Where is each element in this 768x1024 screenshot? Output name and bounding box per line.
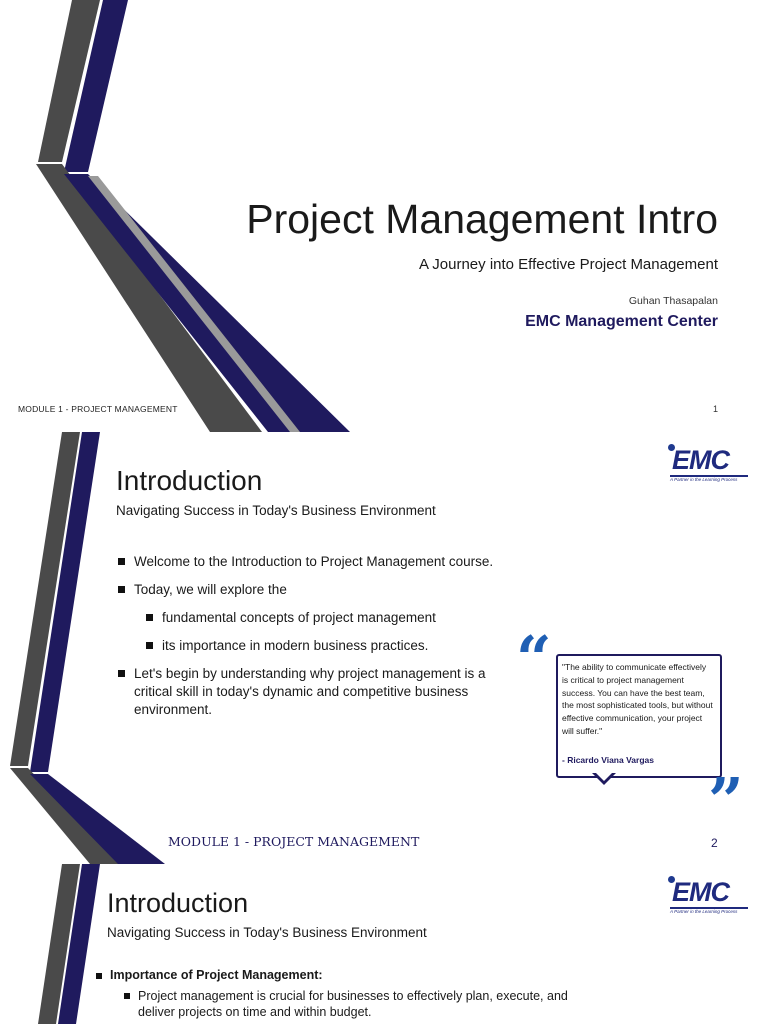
bullet-square-icon (118, 586, 125, 593)
slide-2-page-number: 2 (711, 836, 718, 850)
slide-1-footer: MODULE 1 - PROJECT MANAGEMENT (18, 404, 178, 414)
bullet-square-icon (96, 973, 102, 979)
slide-3-title: Introduction (107, 888, 249, 918)
close-quote-icon: ” (708, 764, 744, 837)
sub-list-item: its importance in modern business practices. (162, 637, 524, 655)
quote-text: "The ability to communicate effectively is critical to project management success. You can have the best team, the most sophisticated tools, but without effective communication, your project will suffer." (562, 662, 713, 736)
list-item: Welcome to the Introduction to Project Management course. (134, 553, 524, 571)
open-quote-icon: “ (516, 622, 552, 695)
slide-1-page-number: 1 (712, 404, 718, 414)
bullet-heading: Importance of Project Management: (110, 968, 323, 982)
slide-2-footer: MODULE 1 - PROJECT MANAGEMENT (168, 834, 420, 849)
bullet-square-icon (118, 558, 125, 565)
slide-3 (0, 864, 768, 1024)
bullet-square-icon (146, 614, 153, 621)
author-name: Guhan Thasapalan (628, 295, 718, 307)
slide-1-subtitle: A Journey into Effective Project Management (418, 256, 718, 273)
logo-word: EMC (672, 877, 729, 907)
emc-logo (668, 876, 752, 916)
quote-author: - Ricardo Viana Vargas (562, 755, 654, 765)
bullet-square-icon (146, 642, 153, 649)
organization-name: EMC Management Center (525, 313, 718, 330)
slide-2-subtitle: Navigating Success in Today's Business Environment (116, 503, 436, 518)
slide-1 (0, 0, 768, 432)
bullet-square-icon (118, 670, 125, 677)
slide-2-title: Introduction (116, 465, 263, 496)
slide-1-title: Project Management Intro (246, 196, 718, 242)
slide-2 (0, 432, 768, 864)
logo-tagline: A Partner in the Learning Process (670, 909, 738, 914)
bullet-square-icon (124, 993, 130, 999)
sub-bullet: Project management is crucial for businesses to effectively plan, execute, and deliver projects on time and within budget. (138, 988, 578, 1020)
slide-3-subtitle: Navigating Success in Today's Business Environment (107, 925, 427, 940)
logo-word: EMC (672, 445, 729, 475)
list-item: Today, we will explore the (134, 581, 524, 599)
list-item: Let's begin by understanding why project management is a critical skill in today's dynamic and competitive business environment. (134, 665, 524, 719)
sub-list-item: fundamental concepts of project management (162, 609, 524, 627)
bullet-list (134, 553, 524, 729)
emc-logo (668, 444, 752, 484)
logo-tagline: A Partner in the Learning Process (670, 477, 738, 482)
